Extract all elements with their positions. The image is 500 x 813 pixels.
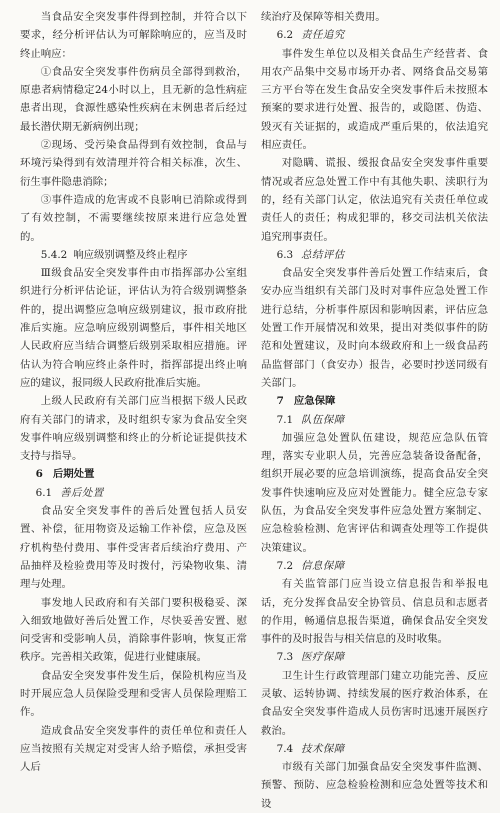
paragraph: 有关监管部门应当设立信息报告和举报电话，充分发挥食品安全协管员、信息员和志愿者的作用，畅通信息报告渠道，确保食品安全突发事件的及时报告与相关信息的及时收集。 — [261, 578, 488, 646]
subsection-heading — [261, 740, 488, 758]
heading-title: 总结评估 — [301, 248, 345, 261]
paragraph: 事件发生单位以及相关食品生产经营者、食用农产品集中交易市场开办者、网络食品交易第三方平台等在发生食品安全突发事件后未按照本预案的要求进行处置、报告的，或隐匿、伪造、毁灭有关证据的，或造成严重后果的，依法追究相应责任。 — [261, 47, 488, 152]
paragraph: 加强应急处置队伍建设，规范应急队伍管理，落实专业职人员，完善应急装备设备配备，组织开展必要的应急培训演练，提高食品安全突发事件快速响应及应对处置能力。健全应急专家队伍，为食品安全突发事件应急处置方案制定、应急检验检测、危害评估和调查处理等工作提供决策建议。 — [261, 431, 488, 554]
heading-title: 应急保障 — [293, 395, 336, 408]
heading-title: 响应级别调整及终止程序 — [73, 248, 188, 261]
paragraph: 对隐瞒、谎报、缓报食品安全突发事件重要情况或者应急处置工作中有其他失职、渎职行为的，经有关部门认定，依法追究有关责任单位或责任人的责任；构成犯罪的，移交司法机关依法追究刑事责任。 — [261, 157, 488, 243]
heading-title: 医疗保障 — [301, 651, 345, 664]
paragraph: 食品安全突发事件的善后处置包括人员安置、补偿，征用物资及运输工作补偿，应急及医疗机构垫付费用、事件受害者后续治疗费用、产品抽样及检验费用等及时拨付，污染物收集、清理与处理。 — [20, 505, 247, 591]
heading-number: 7.1 — [276, 413, 294, 426]
heading-number: 6.3 — [276, 248, 294, 261]
heading-number: 7.3 — [276, 651, 294, 664]
paragraph: 食品安全突发事件发生后，保险机构应当及时开展应急人员保险受理和受害人员保险理赔工作。 — [20, 669, 247, 719]
paragraph: 市级有关部门加强食品安全突发事件监测、预警、预防、应急检验检测和应急处置等技术和设 — [261, 761, 488, 810]
section-heading — [261, 392, 488, 410]
paragraph: 造成食品安全突发事件的责任单位和责任人应当按照有关规定对受害人给予赔偿，承担受害人后 — [20, 724, 247, 774]
heading-number: 5.4.2 — [40, 248, 68, 261]
paragraph: 卫生计生行政管理部门建立功能完善、反应灵敏、运转协调、持续发展的医疗救治体系，在食品安全突发事件造成人员伤害时迅速开展医疗救治。 — [261, 669, 488, 737]
heading-number: 6 — [35, 468, 43, 481]
section-heading — [20, 465, 247, 483]
heading-number: 6.1 — [35, 486, 53, 499]
subsection-heading — [20, 484, 247, 502]
paragraph: Ⅲ级食品安全突发事件由市指挥部办公室组织进行分析评估论证，评估认为符合级别调整条件的，提出调整应急响应级别建议，报市政府批准后实施。应急响应级别调整后，事件相关地区人民政府应当结合调整后级别采取相应措施。评估认为符合响应终止条件时，指挥部提出终止响应的建议，报同级人民政府批准后实施。 — [20, 267, 247, 389]
paragraph: 食品安全突发事件善后处置工作结束后，食安办应当组织有关部门及时对事件应急处置工作进行总结，分析事件原因和影响因素，评估应急处置工作开展情况和效果，提出对类似事件的防范和处置建议，及时向本级政府和上一级食品药品监督部门（食安办）报告，必要时抄送同级有关部门。 — [261, 267, 488, 389]
right-column — [261, 8, 488, 810]
paragraph: 续治疗及保障等相关费用。 — [261, 11, 386, 23]
subsection-heading — [261, 26, 488, 44]
paragraph: 上级人民政府有关部门应当根据下级人民政府有关部门的请求，及时组织专家为食品安全突发事件响应级别调整和终止的分析论证提供技术支持与指导。 — [20, 395, 247, 463]
heading-title: 信息保障 — [301, 559, 345, 572]
paragraph: ②现场、受污染食品得到有效控制，食品与环境污染得到有效清理并符合相关标准，次生、衍生事件隐患消除； — [20, 139, 247, 188]
paragraph: ①食品安全突发事件伤病员全部得到救治，原患者病情稳定24小时以上，且无新的急性病症患者出现，食源性感染性疾病在末例患者后经过最长潜伏期无新病例出现； — [20, 65, 247, 133]
subsection-heading — [261, 411, 488, 429]
subsection-heading — [261, 557, 488, 575]
paragraph: 当食品安全突发事件得到控制，并符合以下要求，经分析评估认为可解除响应的，应当及时终止响应： — [20, 11, 247, 60]
heading-number: 7 — [276, 395, 284, 408]
heading-title: 技术保障 — [301, 742, 345, 755]
heading-title: 后期处置 — [52, 468, 95, 481]
subsection-heading — [20, 246, 247, 264]
heading-title: 责任追究 — [301, 29, 345, 42]
heading-title: 善后处置 — [60, 486, 104, 499]
heading-number: 6.2 — [276, 29, 294, 42]
heading-title: 队伍保障 — [301, 413, 345, 426]
subsection-heading — [261, 246, 488, 264]
paragraph: 事发地人民政府和有关部门要积极稳妥、深入细致地做好善后处置工作，尽快妥善安置、慰问受害和受影响人员，消除事件影响，恢复正常秩序。完善相关政策，促进行业健康展。 — [20, 596, 247, 664]
paragraph: ③事件造成的危害或不良影响已消除或得到了有效控制，不需要继续按原来进行应急处置的。 — [20, 193, 247, 243]
heading-number: 7.2 — [276, 559, 294, 572]
left-column — [20, 8, 247, 774]
subsection-heading — [261, 648, 488, 666]
heading-number: 7.4 — [276, 742, 294, 755]
